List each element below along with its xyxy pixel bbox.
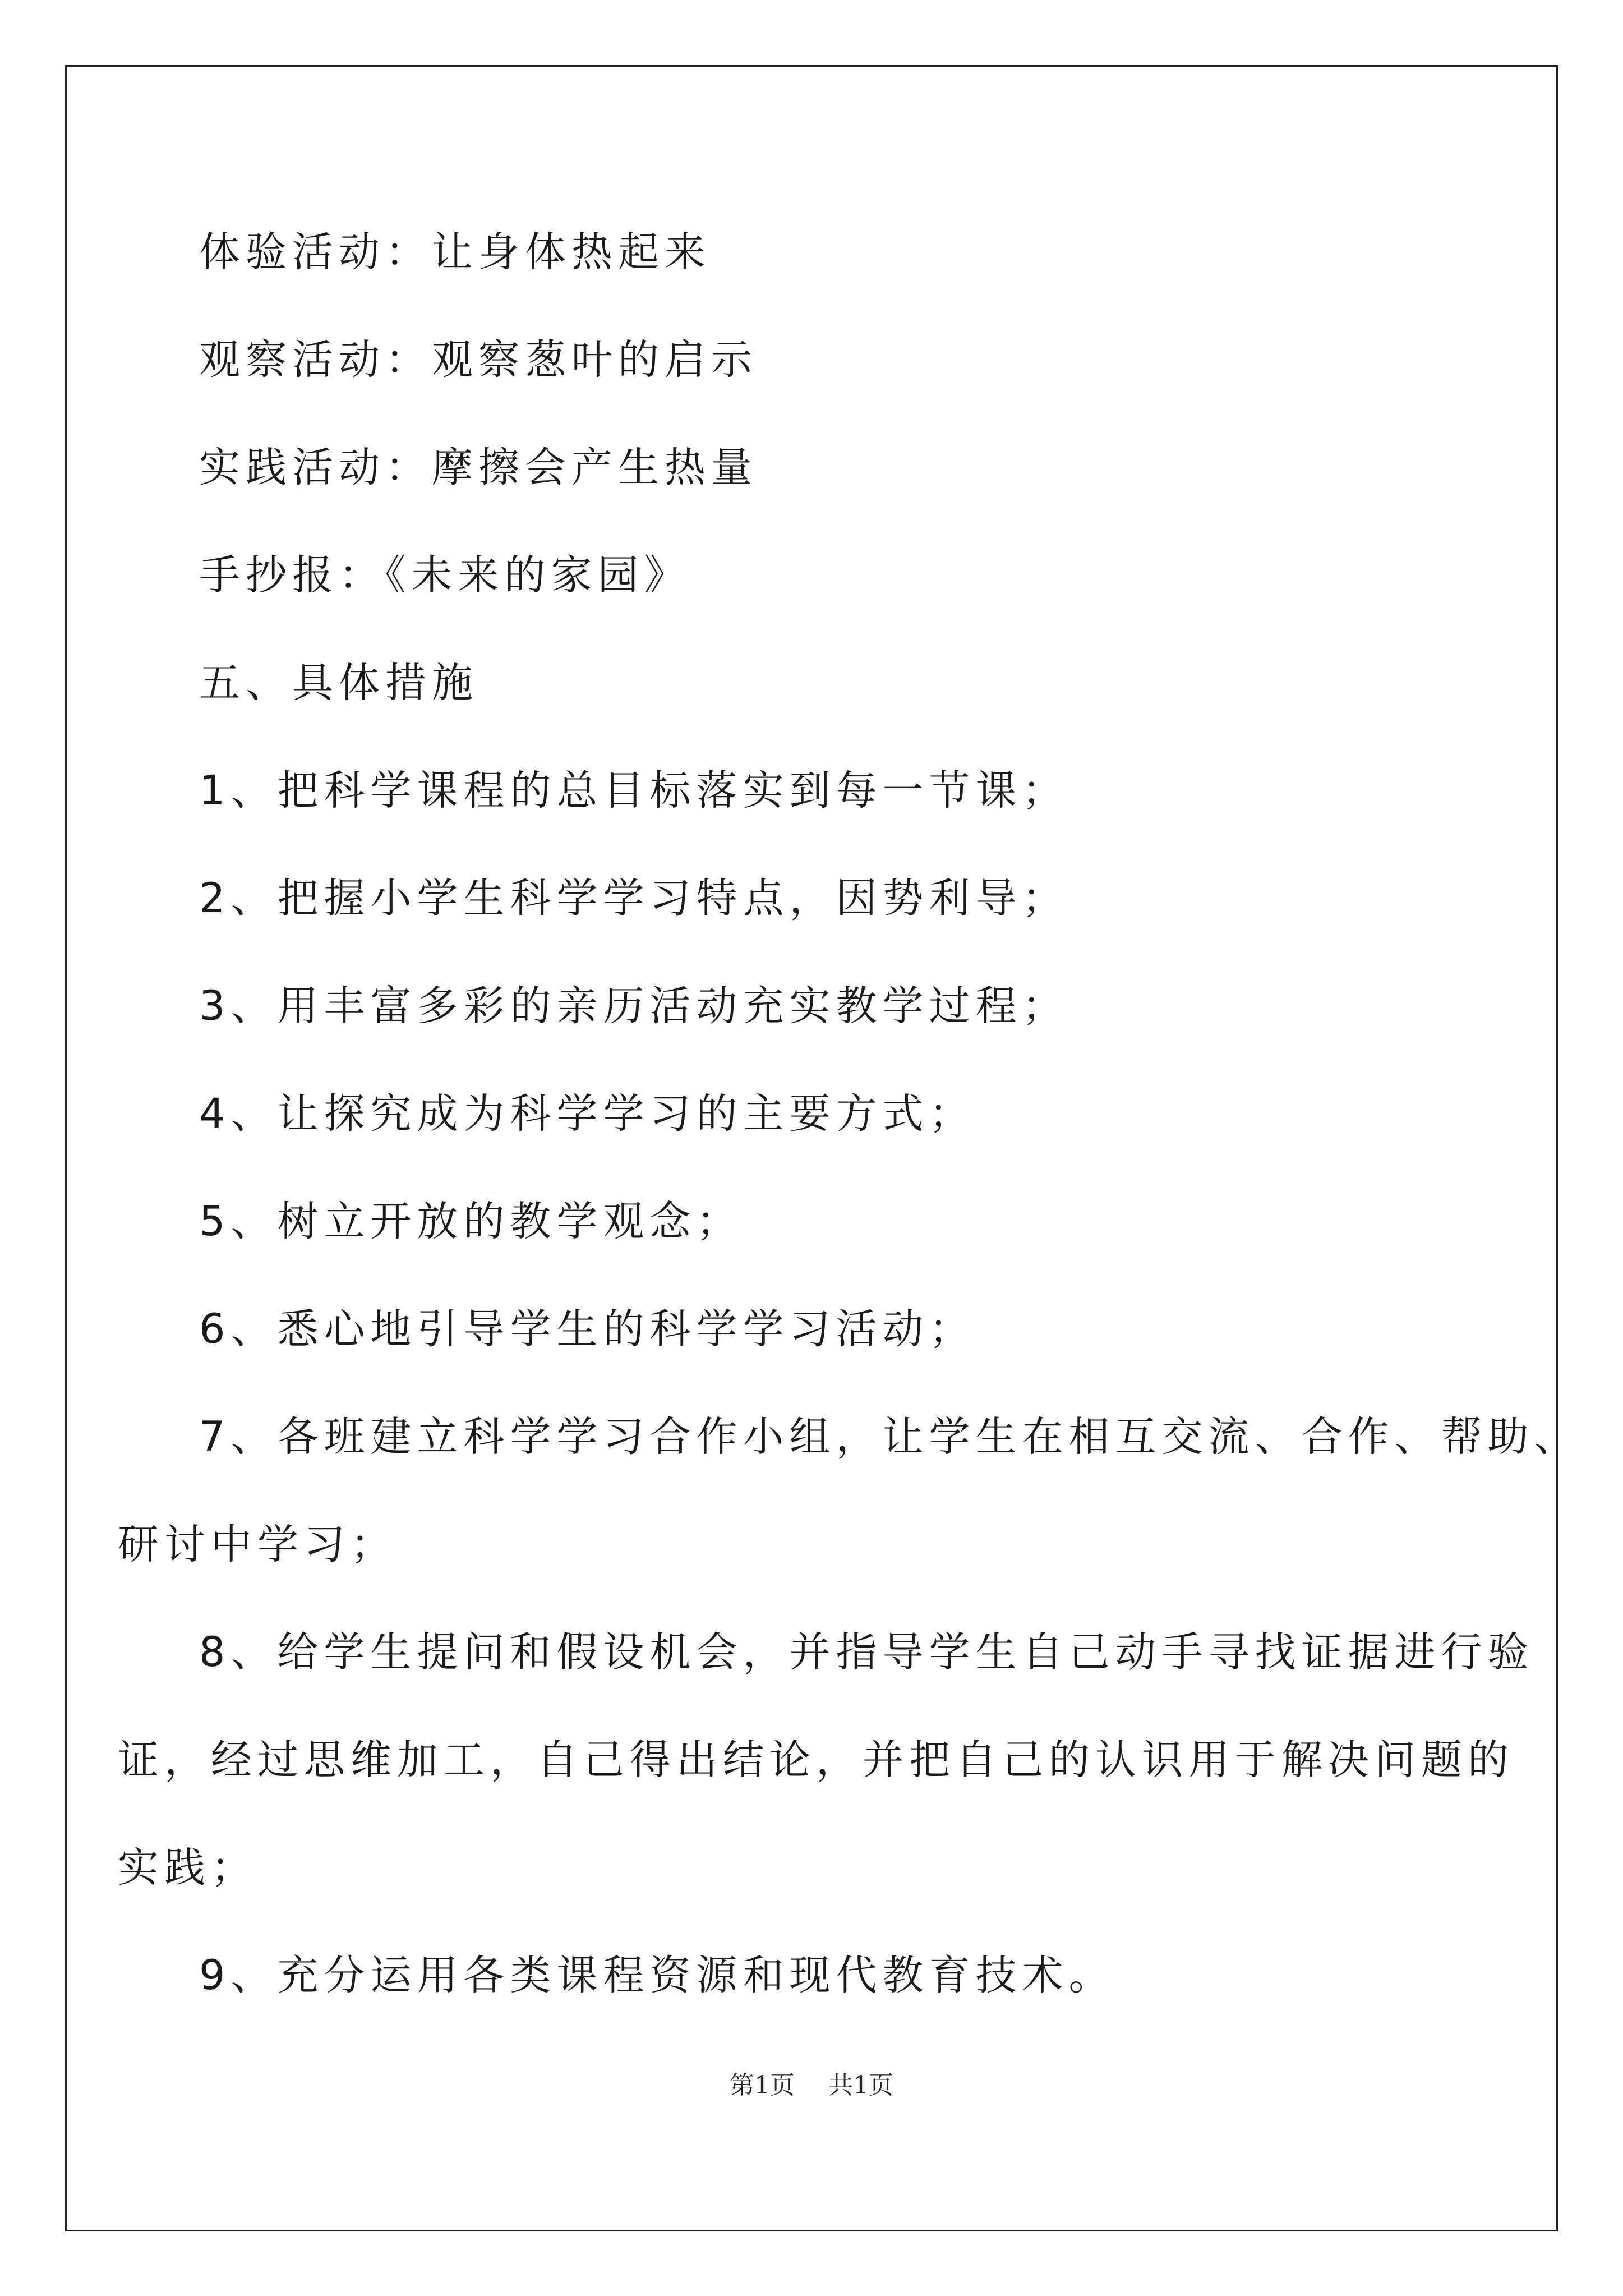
activity-line-3: 实践活动：摩擦会产生热量 — [199, 444, 758, 491]
page-border — [65, 65, 1558, 2231]
measure-item-8-cont-2: 实践； — [118, 1844, 257, 1892]
measure-item-1: 1、把科学课程的总目标落实到每一节课； — [199, 767, 1069, 815]
measure-item-9: 9、充分运用各类课程资源和现代教育技术。 — [199, 1952, 1115, 1999]
measure-item-6: 6、悉心地引导学生的科学学习活动； — [199, 1305, 976, 1353]
measure-item-7: 7、各班建立科学学习合作小组，让学生在相互交流、合作、帮助、 — [199, 1413, 1581, 1461]
measure-item-8: 8、给学生提问和假设机会，并指导学生自己动手寻找证据进行验 — [199, 1628, 1534, 1676]
page-total: 共1页 — [828, 2071, 893, 2100]
page-footer — [0, 2070, 1623, 2101]
measure-item-3: 3、用丰富多彩的亲历活动充实教学过程； — [199, 982, 1069, 1030]
measure-item-8-cont-1: 证，经过思维加工，自己得出结论，并把自己的认识用于解决问题的 — [118, 1736, 1514, 1784]
activity-line-4: 手抄报：《未来的家园》 — [199, 551, 691, 599]
measure-item-7-cont: 研讨中学习； — [118, 1521, 397, 1568]
measure-item-4: 4、让探究成为科学学习的主要方式； — [199, 1090, 976, 1138]
activity-line-1: 体验活动：让身体热起来 — [199, 228, 711, 276]
measure-item-2: 2、把握小学生科学学习特点，因势利导； — [199, 875, 1069, 922]
measure-item-5: 5、树立开放的教学观念； — [199, 1198, 743, 1245]
section-heading: 五、具体措施 — [199, 659, 478, 707]
activity-line-2: 观察活动：观察葱叶的启示 — [199, 336, 758, 384]
page-number: 第1页 — [730, 2071, 795, 2100]
